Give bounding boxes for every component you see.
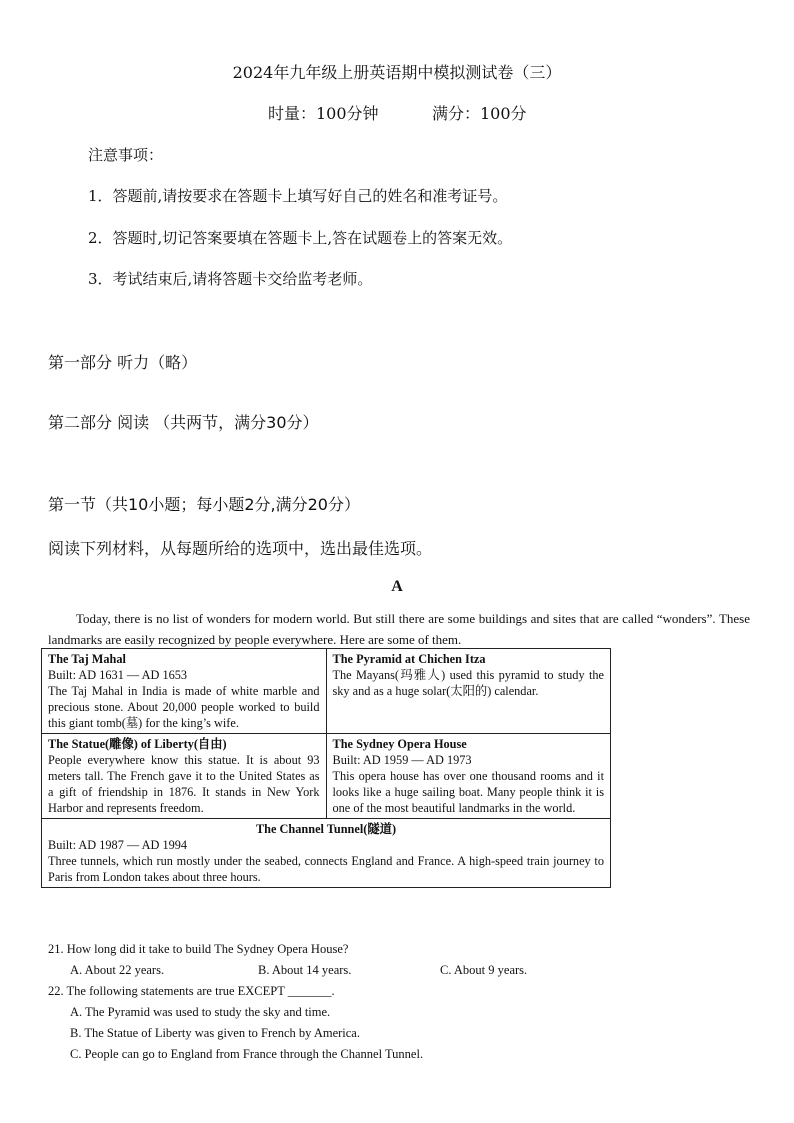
pyramid-text: The Mayans(玛雅人) used this pyramid to study the sky and as a huge solar(太阳的) calendar.: [332, 668, 604, 698]
question-22-option-a: A. The Pyramid was used to study the sky and time.: [70, 1005, 331, 1019]
notice-item-1: 1．答题前,请按要求在答题卡上填写好自己的姓名和准考证号。: [88, 187, 508, 205]
part1-heading: 第一部分 听力（略）: [48, 353, 198, 372]
statue-title: The Statue(雕像) of Liberty(自由): [48, 737, 227, 751]
section1-heading: 第一节（共10小题；每小题2分,满分20分）: [48, 495, 360, 514]
exam-title: 2024年九年级上册英语期中模拟测试卷（三）: [232, 63, 562, 82]
taj-mahal-cell: [42, 649, 327, 734]
tunnel-built: Built: AD 1987 — AD 1994: [48, 838, 188, 852]
question-22-stem: 22. The following statements are true EXCEPT _______.: [48, 984, 335, 998]
opera-built: Built: AD 1959 — AD 1973: [332, 753, 472, 767]
tunnel-title: The Channel Tunnel(隧道): [255, 822, 397, 836]
opera-title: The Sydney Opera House: [332, 737, 467, 751]
pyramid-title: The Pyramid at Chichen Itza: [332, 652, 486, 666]
opera-text: This opera house has over one thousand rooms and it looks like a huge sailing boat. Many people think it is one of the most beautiful landmarks in the world.: [332, 769, 604, 815]
notice-label: 注意事项：: [88, 146, 164, 164]
wonders-table: [41, 648, 611, 888]
passage-label: A: [391, 578, 403, 595]
part2-heading: 第二部分 阅读 （共两节，满分30分）: [48, 413, 319, 432]
pyramid-cell: [326, 649, 611, 734]
notice-item-2: 2．答题时,切记答案要填在答题卡上,答在试题卷上的答案无效。: [88, 229, 513, 247]
question-21-option-b: B. About 14 years.: [258, 963, 352, 977]
exam-duration: 时量：100分钟: [268, 104, 379, 123]
question-21-stem: 21. How long did it take to build The Sydney Opera House?: [48, 942, 349, 956]
statue-text: People everywhere know this statue. It is about 93 meters tall. The French gave it to the United States as a gift of friendship in 1876. It stands in New York Harbor and represents freedom.: [48, 753, 320, 815]
question-22-option-c: C. People can go to England from France through the Channel Tunnel.: [70, 1047, 424, 1061]
opera-cell: [326, 734, 611, 819]
reading-instruction: 阅读下列材料，从每题所给的选项中，选出最佳选项。: [48, 539, 433, 558]
exam-score: 满分：100分: [432, 104, 527, 123]
table-row: [42, 734, 611, 819]
passage-intro: Today, there is no list of wonders for modern world. But still there are some buildings and sites that are called “wonders”. These landmarks are easily recognized by people everywhere. Here are some of them.: [48, 611, 750, 647]
table-row: [42, 649, 611, 734]
table-row: [42, 819, 611, 888]
question-22-option-b: B. The Statue of Liberty was given to French by America.: [70, 1026, 360, 1040]
notice-item-3: 3．考试结束后,请将答题卡交给监考老师。: [88, 270, 373, 288]
statue-cell: [42, 734, 327, 819]
taj-mahal-built: Built: AD 1631 — AD 1653: [48, 668, 188, 682]
taj-mahal-title: The Taj Mahal: [48, 652, 126, 666]
question-21-option-a: A. About 22 years.: [70, 963, 165, 977]
tunnel-text: Three tunnels, which run mostly under the seabed, connects England and France. A high-speed train journey to Paris from London takes about three hours.: [48, 854, 604, 884]
tunnel-cell: [42, 819, 611, 888]
question-21-option-c: C. About 9 years.: [440, 963, 528, 977]
taj-mahal-text: The Taj Mahal in India is made of white marble and precious stone. About 20,000 people worked to build this giant tomb(墓) for the king’s wife.: [48, 684, 320, 730]
